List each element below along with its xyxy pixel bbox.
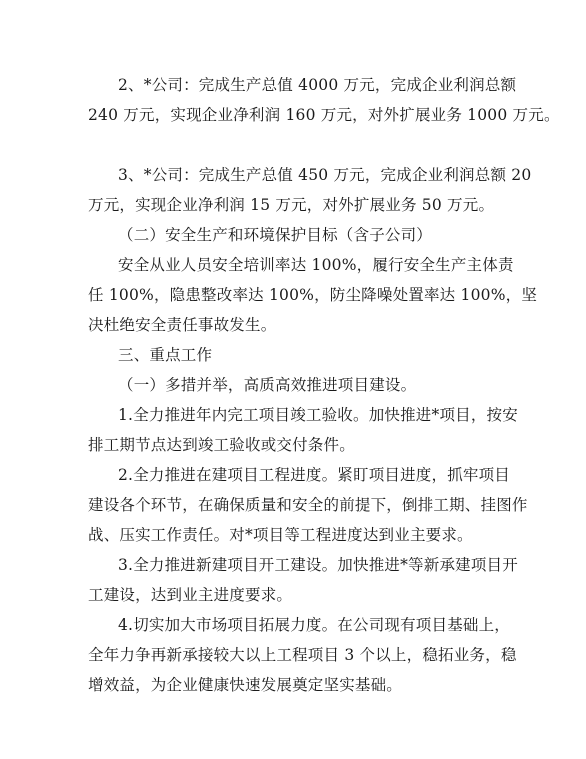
item4-line3: 增效益，为企业健康快速发展奠定坚实基础。 <box>88 676 403 694</box>
item4-line2: 全年力争再新承接较大以上工程项目 3 个以上，稳拓业务，稳 <box>88 646 517 664</box>
paragraph-company3-line2: 万元，实现企业净利润 15 万元，对外扩展业务 50 万元。 <box>88 196 495 214</box>
paragraph-company2-line2: 240 万元，实现企业净利润 160 万元，对外扩展业务 1000 万元。 <box>88 106 560 124</box>
item1-line1: 1.全力推进年内完工项目竣工验收。加快推进*项目，按安 <box>118 406 518 424</box>
paragraph-company2-line1: 2、*公司：完成生产总值 4000 万元，完成企业利润总额 <box>118 76 517 94</box>
item2-line3: 战、压实工作责任。对*项目等工程进度达到业主要求。 <box>88 526 473 544</box>
paragraph-company3-line1: 3、*公司：完成生产总值 450 万元，完成企业利润总额 20 <box>118 166 532 184</box>
subsection-heading-projects: （一）多措并举，高质高效推进项目建设。 <box>118 376 417 394</box>
item4-line1: 4.切实加大市场项目拓展力度。在公司现有项目基础上， <box>118 616 510 634</box>
item2-line1: 2.全力推进在建项目工程进度。紧盯项目进度，抓牢项目 <box>118 466 510 484</box>
section-heading-key-work: 三、重点工作 <box>118 346 213 364</box>
paragraph-safety-line2: 任 100%，隐患整改率达 100%，防尘降噪处置率达 100%，坚 <box>88 286 538 304</box>
item1-line2: 排工期节点达到竣工验收或交付条件。 <box>88 436 355 454</box>
item3-line2: 工建设，达到业主进度要求。 <box>88 586 293 604</box>
item2-line2: 建设各个环节，在确保质量和安全的前提下，倒排工期、挂图作 <box>88 496 528 514</box>
paragraph-safety-line3: 决杜绝安全责任事故发生。 <box>88 316 277 334</box>
item3-line1: 3.全力推进新建项目开工建设。加快推进*等新承建项目开 <box>118 556 518 574</box>
section-heading-safety: （二）安全生产和环境保护目标（含子公司） <box>118 226 433 244</box>
paragraph-safety-line1: 安全从业人员安全培训率达 100%，履行安全生产主体责 <box>118 256 514 274</box>
